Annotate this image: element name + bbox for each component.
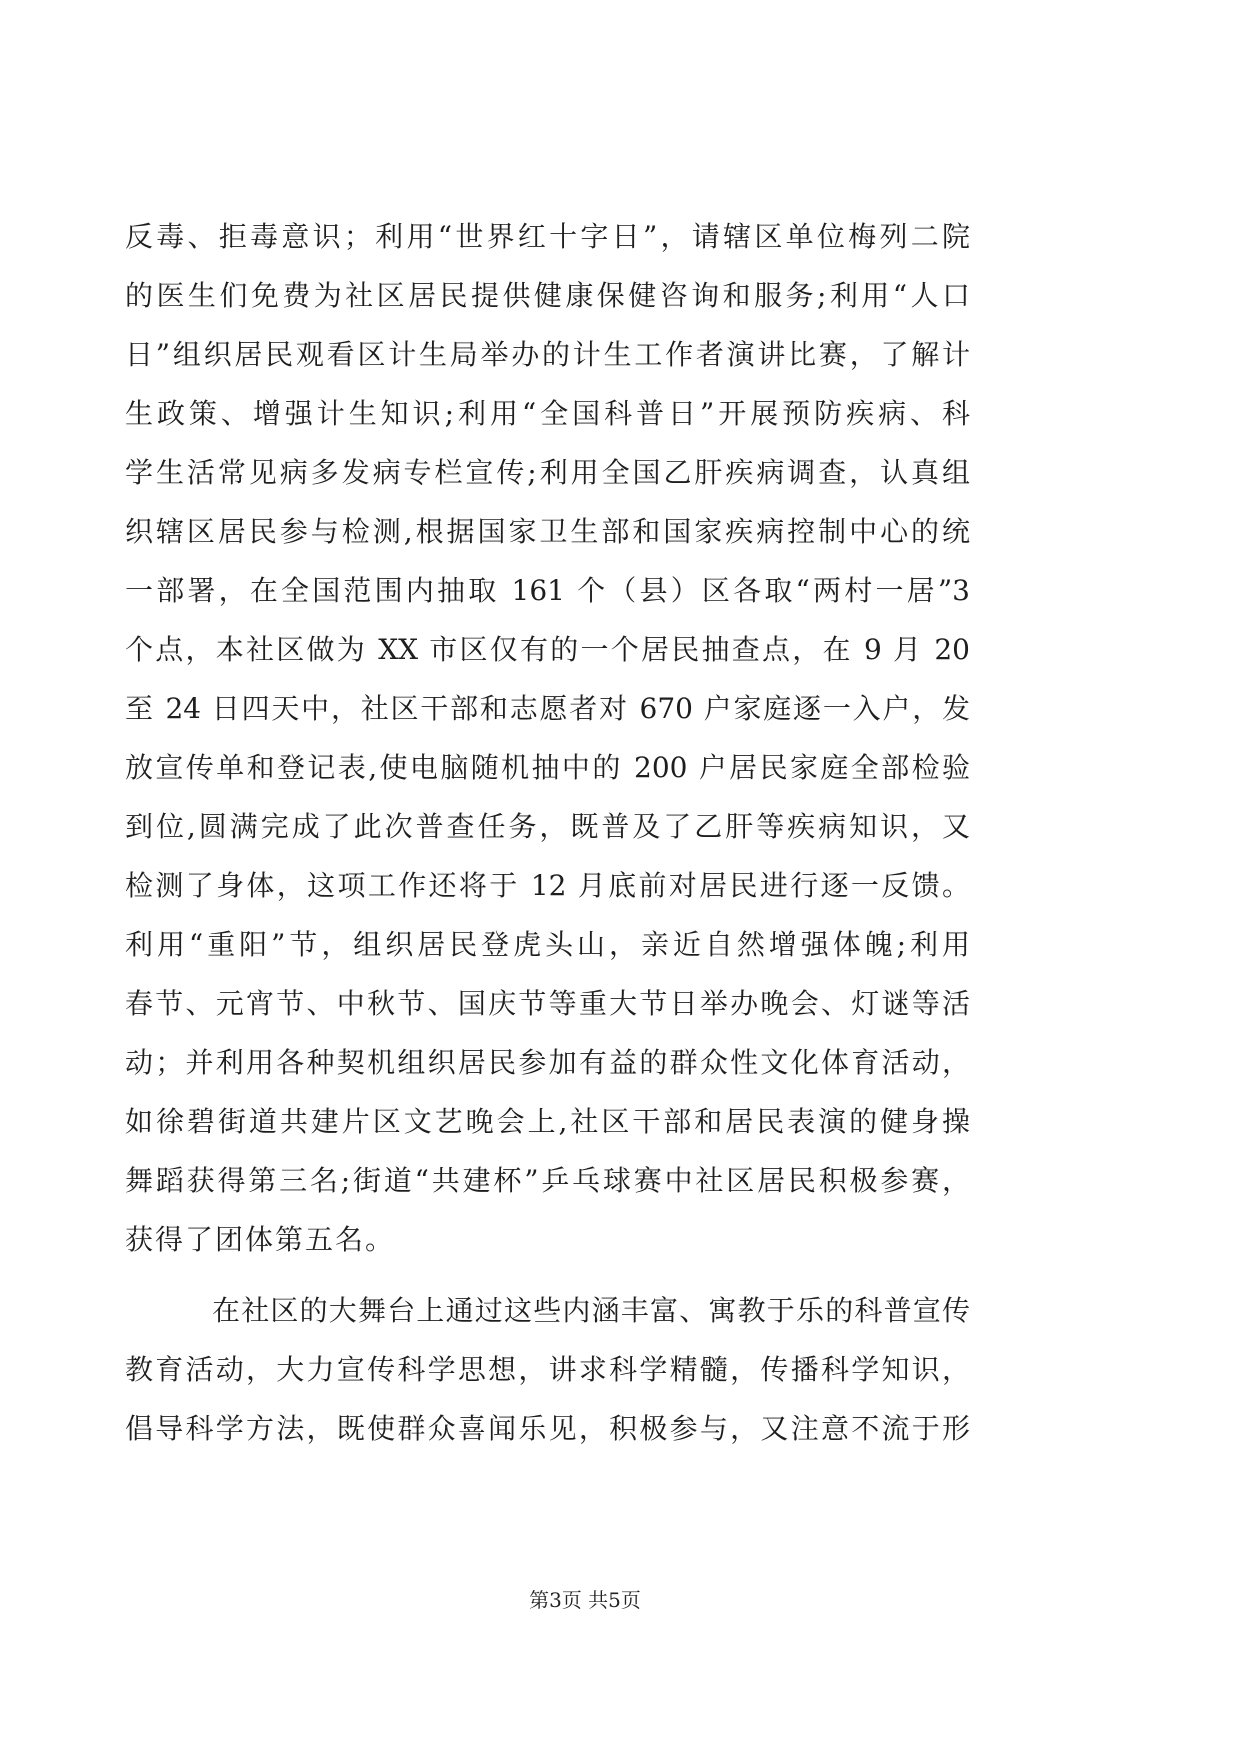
text-line: 利用“重阳”节，组织居民登虎头山，亲近自然增强体魄;利用 <box>125 928 970 961</box>
text-line: 获得了团体第五名。 <box>125 1223 396 1256</box>
text-line: 动；并利用各种契机组织居民参加有益的群众性文化体育活动， <box>125 1046 970 1079</box>
text-line: 织辖区居民参与检测,根据国家卫生部和国家疾病控制中心的统 <box>125 515 970 548</box>
text-line: 日”组织居民观看区计生局举办的计生工作者演讲比赛，了解计 <box>125 338 970 371</box>
text-line: 个点，本社区做为 XX 市区仅有的一个居民抽查点，在 9 月 20 <box>125 633 970 666</box>
text-line: 放宣传单和登记表,使电脑随机抽中的 200 户居民家庭全部检验 <box>125 751 970 784</box>
text-line: 至 24 日四天中，社区干部和志愿者对 670 户家庭逐一入户，发 <box>125 692 970 725</box>
document-body <box>125 207 970 1458</box>
paragraph <box>125 207 970 1269</box>
text-line: 舞蹈获得第三名;街道“共建杯”乒乓球赛中社区居民积极参赛， <box>125 1164 970 1197</box>
text-line: 学生活常见病多发病专栏宣传;利用全国乙肝疾病调查，认真组 <box>125 456 970 489</box>
text-line: 生政策、增强计生知识;利用“全国科普日”开展预防疾病、科 <box>125 397 970 430</box>
text-line: 春节、元宵节、中秋节、国庆节等重大节日举办晚会、灯谜等活 <box>125 987 970 1020</box>
text-line: 教育活动，大力宣传科学思想，讲求科学精髓，传播科学知识， <box>125 1353 970 1386</box>
text-line: 到位,圆满完成了此次普查任务，既普及了乙肝等疾病知识，又 <box>125 810 970 843</box>
text-line: 一部署，在全国范围内抽取 161 个（县）区各取“两村一居”3 <box>125 574 970 607</box>
text-line: 倡导科学方法，既使群众喜闻乐见，积极参与，又注意不流于形 <box>125 1412 970 1445</box>
text-line: 在社区的大舞台上通过这些内涵丰富、寓教于乐的科普宣传 <box>212 1294 970 1327</box>
text-line: 的医生们免费为社区居民提供健康保健咨询和服务;利用“人口 <box>125 279 970 312</box>
page-footer: 第3页 共5页 <box>529 1588 641 1612</box>
text-line: 检测了身体，这项工作还将于 12 月底前对居民进行逐一反馈。 <box>125 869 970 902</box>
paragraph <box>125 1281 970 1458</box>
text-line: 如徐碧街道共建片区文艺晚会上,社区干部和居民表演的健身操 <box>125 1105 970 1138</box>
text-line: 反毒、拒毒意识；利用“世界红十字日”，请辖区单位梅列二院 <box>125 220 970 253</box>
